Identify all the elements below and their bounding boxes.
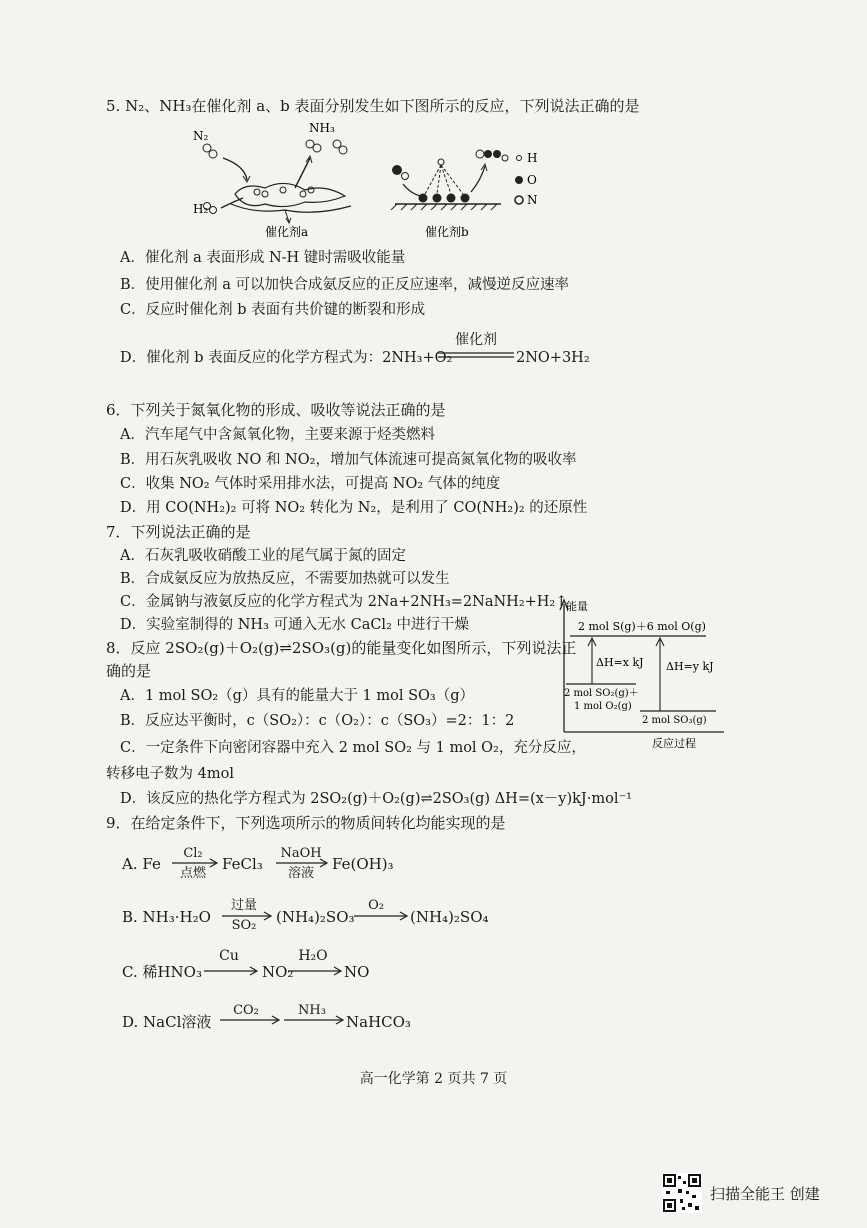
qr-code-icon (662, 1173, 702, 1213)
q8-diagram-mid-level-1: 2 mol SO₂(g)＋ (564, 688, 639, 699)
q9-c-cond1-top: Cu (219, 948, 239, 964)
q9-stem: 9．在给定条件下，下列选项所示的物质间转化均能实现的是 (106, 814, 506, 832)
q5-fig-a-h2: H₂ (193, 202, 209, 216)
q9-a-cond2-top: NaOH (280, 846, 322, 861)
q5-fig-b-caption: 催化剂b (425, 225, 469, 239)
q9-a-cond1-bottom: 点燃 (179, 866, 206, 881)
q8-option-c: C．一定条件下向密闭容器中充入 2 mol SO₂ 与 1 mol O₂，充分反应， (120, 740, 586, 756)
q6-option-d: D．用 CO(NH₂)₂ 可将 NO₂ 转化为 N₂，是利用了 CO(NH₂)₂ 的还原性 (120, 500, 588, 516)
q8-stem-cont: 确的是 (106, 662, 152, 680)
q7-option-b: B．合成氨反应为放热反应，不需要加热就可以发生 (120, 571, 450, 587)
q5-fig-a-caption: 催化剂a (265, 225, 309, 238)
q9-d-label: D. NaCl溶液 (122, 1013, 212, 1031)
q5-option-d: D．催化剂 b 表面反应的化学方程式为：2NH₃+O₂ (120, 350, 453, 366)
q5-stem: 5. N₂、NH₃在催化剂 a、b 表面分别发生如下图所示的反应，下列说法正确的是 (106, 97, 640, 115)
q8-diagram-dh-x: ΔH=x kJ (596, 656, 644, 669)
q8-diagram-dh-y: ΔH=y kJ (666, 660, 714, 673)
q8-diagram-low-level: 2 mol SO₃(g) (642, 715, 707, 726)
q5-option-b: B．使用催化剂 a 可以加快合成氨反应的正反应速率，减慢逆反应速率 (120, 277, 570, 293)
q7-option-d: D．实验室制得的 NH₃ 可通入无水 CaCl₂ 中进行干燥 (120, 617, 469, 633)
page-footer: 高一化学第 2 页共 7 页 (359, 1071, 508, 1087)
q9-c-arrow-1 (204, 966, 258, 976)
q6-stem: 6．下列关于氮氧化物的形成、吸收等说法正确的是 (106, 401, 446, 419)
q9-a-arrow-1 (172, 858, 218, 868)
q5-d-equals-sign (438, 351, 514, 359)
q9-b-cond1-bottom: SO₂ (231, 918, 257, 933)
q5-fig-b-legend-o: O (527, 173, 537, 187)
q8-option-b: B．反应达平衡时，c（SO₂）：c（O₂）：c（SO₃）=2：1：2 (120, 713, 515, 729)
q9-c-product-2: NO (344, 963, 370, 981)
q9-d-product: NaHCO₃ (346, 1013, 411, 1031)
q9-a-cond2-bottom: 溶液 (287, 866, 314, 881)
q9-c-arrow-2 (288, 966, 342, 976)
q8-diagram-top-level: 2 mol S(g)＋6 mol O(g) (578, 620, 706, 633)
q9-b-product-1: (NH₄)₂SO₃ (276, 908, 355, 926)
q6-option-c: C．收集 NO₂ 气体时采用排水法，可提高 NO₂ 气体的纯度 (120, 476, 501, 492)
scanner-watermark: 扫描全能王 创建 (710, 1185, 820, 1203)
q5-option-a: A．催化剂 a 表面形成 N-H 键时需吸收能量 (120, 250, 406, 266)
q5-option-c: C．反应时催化剂 b 表面有共价键的断裂和形成 (120, 302, 426, 318)
q8-diagram-y-axis: 能量 (566, 600, 588, 613)
q9-d-cond2-top: NH₃ (298, 1003, 326, 1018)
q9-c-label: C. 稀HNO₃ (122, 963, 202, 981)
q9-c-cond2-top: H₂O (298, 948, 328, 964)
q9-b-cond2-top: O₂ (368, 898, 384, 913)
q9-d-arrow-2 (284, 1015, 344, 1025)
q8-diagram-x-axis: 反应过程 (652, 737, 696, 750)
q9-a-label: A. Fe (122, 855, 161, 873)
q5-d-condition: 催化剂 (455, 332, 497, 348)
q6-option-b: B．用石灰乳吸收 NO 和 NO₂，增加气体流速可提高氮氧化物的吸收率 (120, 452, 577, 468)
q7-option-c: C．金属钠与液氨反应的化学方程式为 2Na+2NH₃=2NaNH₂+H₂↑ (120, 594, 568, 610)
q5-figure-catalyst-a (185, 118, 365, 238)
q9-c-product-1: NO₂ (262, 963, 294, 981)
q8-option-a: A．1 mol SO₂（g）具有的能量大于 1 mol SO₃（g） (120, 688, 475, 704)
q5-d-products: 2NO+3H₂ (516, 350, 590, 366)
q5-fig-b-legend-h: H (527, 151, 538, 165)
q6-option-a: A．汽车尾气中含氮氧化物，主要来源于烃类燃料 (120, 427, 435, 443)
q9-b-arrow-2 (354, 911, 408, 921)
q9-a-arrow-2 (276, 858, 328, 868)
q9-a-product-2: Fe(OH)₃ (332, 855, 394, 873)
q9-b-label: B. NH₃·H₂O (122, 908, 211, 926)
q5-fig-b-legend-n: N (527, 193, 538, 207)
q9-a-cond1-top: Cl₂ (183, 846, 203, 861)
q5-fig-a-n2: N₂ (193, 129, 209, 143)
q9-d-cond1-top: CO₂ (233, 1003, 259, 1018)
q9-b-product-2: (NH₄)₂SO₄ (410, 908, 489, 926)
q8-diagram-mid-level-2: 1 mol O₂(g) (574, 701, 632, 712)
q9-a-product-1: FeCl₃ (222, 855, 263, 873)
q7-option-a: A．石灰乳吸收硝酸工业的尾气属于氮的固定 (120, 548, 406, 564)
q9-d-arrow-1 (220, 1015, 280, 1025)
q8-option-d: D．该反应的热化学方程式为 2SO₂(g)＋O₂(g)⇌2SO₃(g) ΔH=(x－y)kJ·mol⁻¹ (120, 791, 632, 807)
q9-b-arrow-1 (222, 911, 272, 921)
q9-b-cond1-top: 过量 (230, 898, 257, 913)
q5-figure-catalyst-b (385, 140, 565, 240)
q8-stem: 8．反应 2SO₂(g)＋O₂(g)⇌2SO₃(g)的能量变化如图所示，下列说法正 (106, 639, 577, 657)
q8-option-c-cont: 转移电子数为 4mol (106, 766, 234, 782)
q5-fig-a-nh3: NH₃ (309, 121, 335, 135)
q7-stem: 7．下列说法正确的是 (106, 523, 251, 541)
q8-energy-diagram (556, 596, 736, 750)
